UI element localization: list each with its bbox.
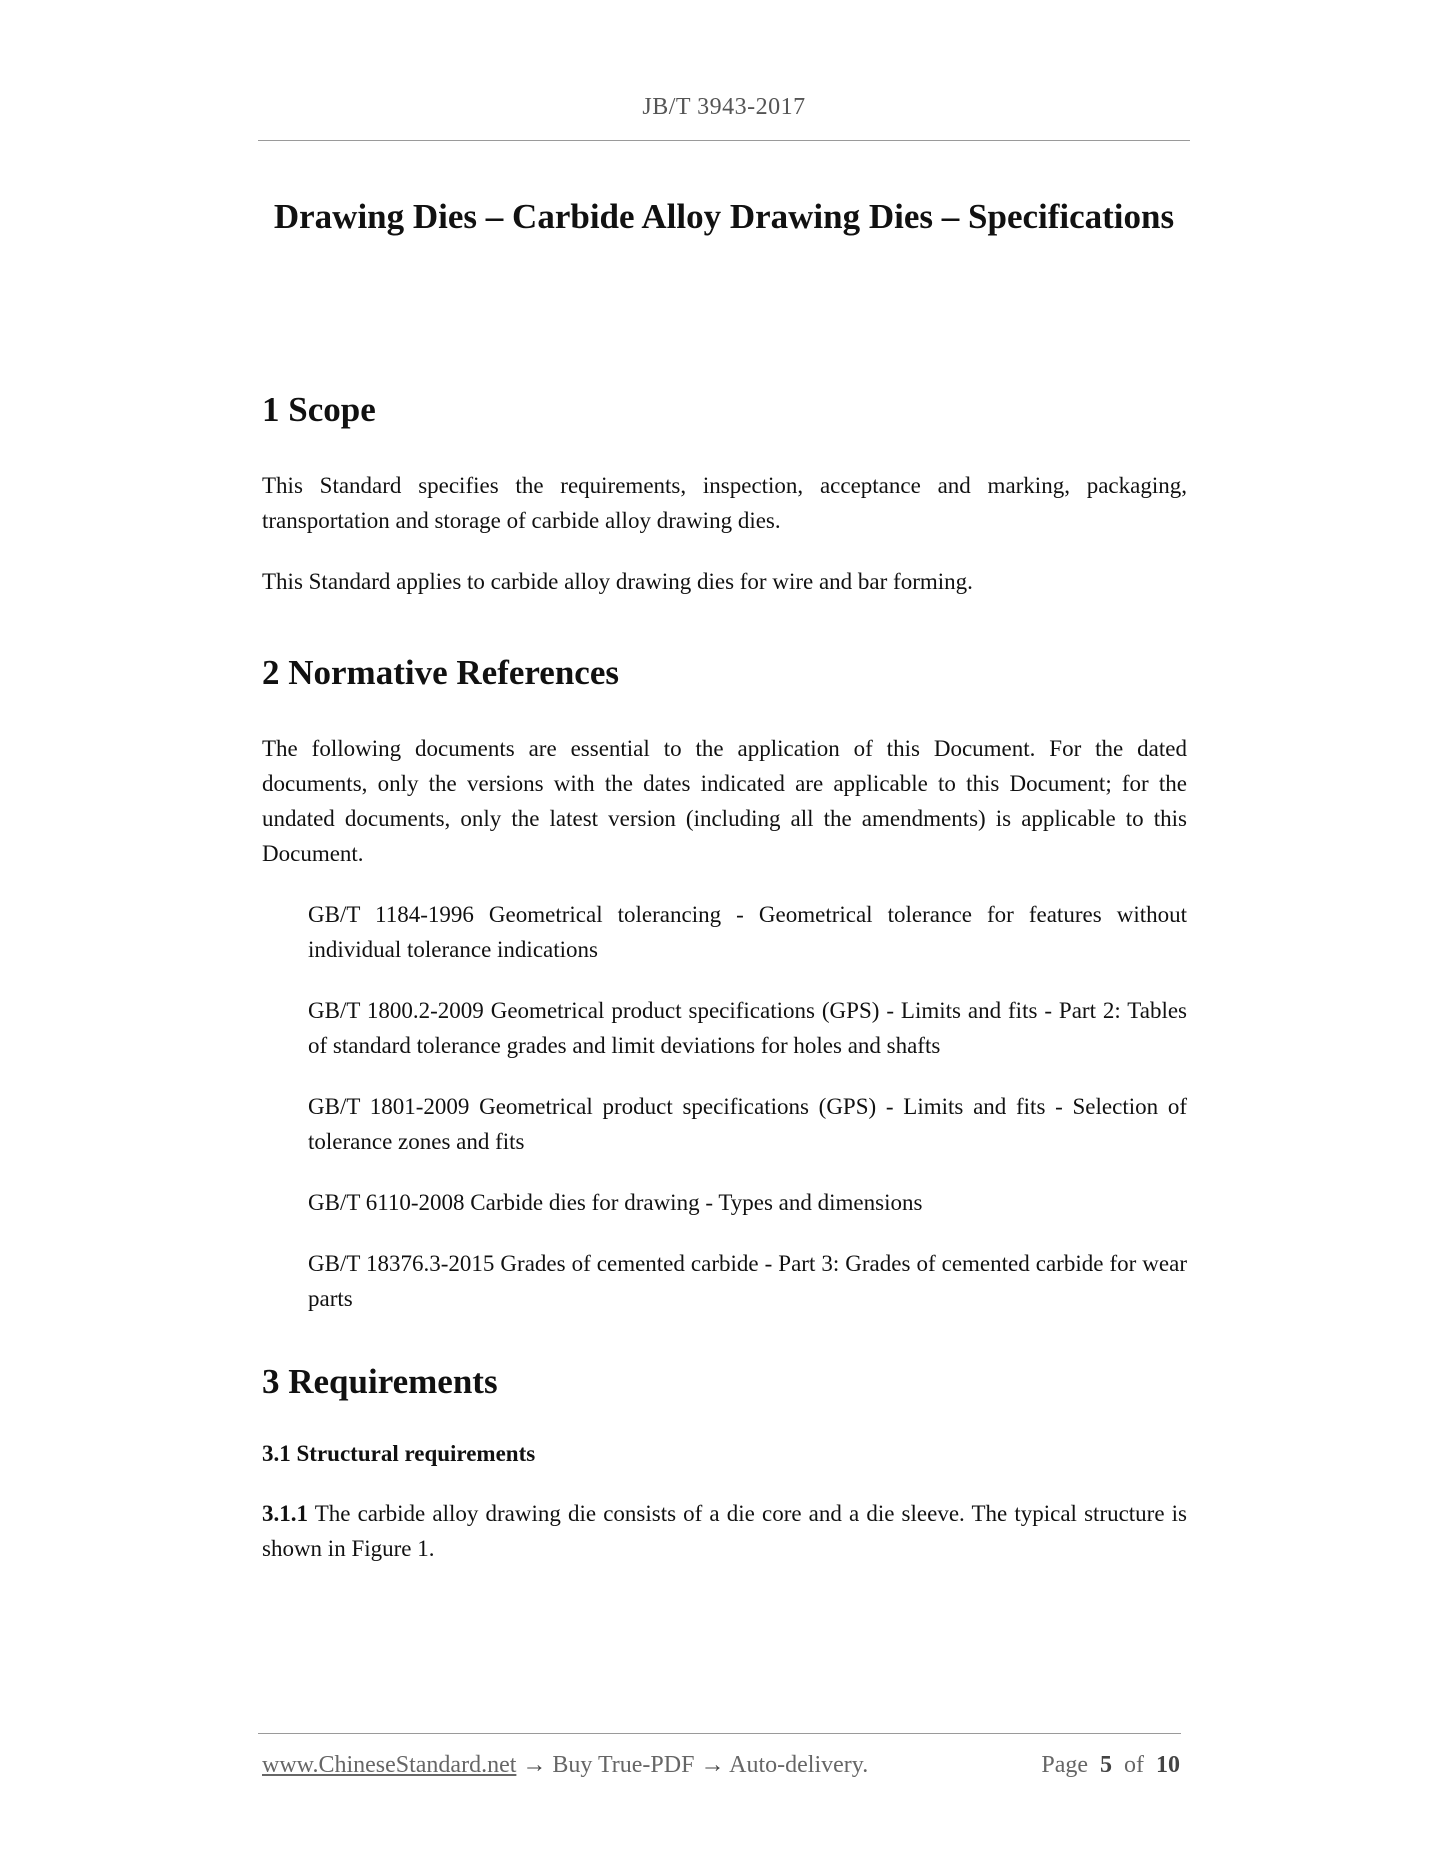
normative-intro: The following documents are essential to the application of this Document. For the dated documents, only the versions with the dates indicated are applicable to this Document; for the undated documents, only the latest version (including all the amendments) is applicable to this Document. bbox=[262, 736, 1187, 866]
section-scope bbox=[262, 380, 1187, 599]
header-divider bbox=[258, 140, 1190, 141]
page-of: of bbox=[1124, 1752, 1144, 1778]
footer-divider bbox=[258, 1733, 1181, 1734]
delivery-text: Auto-delivery. bbox=[724, 1752, 869, 1778]
section-requirements bbox=[262, 1352, 1187, 1566]
page-indicator bbox=[1041, 1752, 1180, 1779]
reference-item: GB/T 6110-2008 Carbide dies for drawing - Types and dimensions bbox=[308, 1190, 923, 1215]
site-link[interactable]: www.ChineseStandard.net bbox=[262, 1752, 517, 1778]
arrow-right-icon: → bbox=[522, 1752, 547, 1778]
section-heading-normative: 2 Normative References bbox=[262, 653, 619, 692]
reference-item: GB/T 18376.3-2015 Grades of cemented carbide - Part 3: Grades of cemented carbide for wear parts bbox=[308, 1251, 1187, 1311]
reference-list bbox=[262, 897, 1187, 1316]
clause-3-1-1 bbox=[262, 1496, 1187, 1566]
running-header: JB/T 3943-2017 bbox=[642, 94, 806, 120]
arrow-right-icon: → bbox=[700, 1752, 725, 1778]
page-current: 5 bbox=[1100, 1752, 1112, 1778]
section-normative-references bbox=[262, 643, 1187, 1316]
scope-paragraph-1: This Standard specifies the requirements, inspection, acceptance and marking, packaging, transportation and storage of carbide alloy drawing dies. bbox=[262, 473, 1187, 533]
section-heading-scope: 1 Scope bbox=[262, 390, 376, 429]
scope-paragraph-2: This Standard applies to carbide alloy drawing dies for wire and bar forming. bbox=[262, 569, 973, 594]
clause-text: The carbide alloy drawing die consists of a die core and a die sleeve. The typical structure is shown in Figure 1. bbox=[262, 1501, 1187, 1561]
buy-text: Buy True-PDF bbox=[546, 1752, 701, 1778]
footer-promo bbox=[262, 1752, 868, 1779]
reference-item: GB/T 1800.2-2009 Geometrical product specifications (GPS) - Limits and fits - Part 2: Tables of standard tolerance grades and limit deviations for holes and shafts bbox=[308, 998, 1187, 1058]
page-total: 10 bbox=[1156, 1752, 1180, 1778]
document-body bbox=[262, 380, 1187, 1566]
document-title: Drawing Dies – Carbide Alloy Drawing Dies – Specifications bbox=[273, 197, 1175, 236]
page-label: Page bbox=[1041, 1752, 1088, 1778]
clause-number: 3.1.1 bbox=[262, 1501, 308, 1526]
section-heading-requirements: 3 Requirements bbox=[262, 1362, 498, 1401]
reference-item: GB/T 1184-1996 Geometrical tolerancing - Geometrical tolerance for features without individual tolerance indications bbox=[308, 902, 1187, 962]
reference-item: GB/T 1801-2009 Geometrical product specifications (GPS) - Limits and fits - Selection of tolerance zones and fits bbox=[308, 1094, 1187, 1154]
subsection-heading-structural: 3.1 Structural requirements bbox=[262, 1441, 536, 1466]
